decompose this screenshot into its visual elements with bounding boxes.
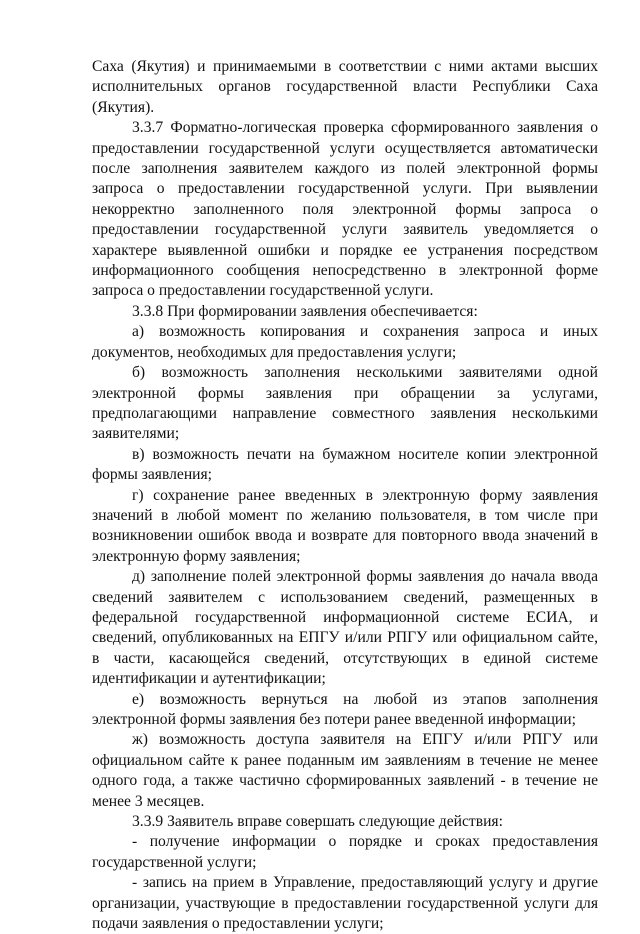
dash-item-appointment: - запись на прием в Управление, предоставляющий услугу и другие организации, участвующие в предоставлении государственной услуги для подачи заявления о предоставлении услуги;	[92, 874, 598, 933]
paragraph-3-3-9: 3.3.9 Заявитель вправе совершать следующие действия:	[132, 813, 503, 831]
paragraph-3-3-7: 3.3.7 Форматно-логическая проверка сформированного заявления о предоставлении государственной услуги осуществляется автоматически после заполнения заявителем каждого из полей электронной формы запроса о предоставлении государственной услуги. При выявлении некорректно заполненного поля электронной формы запроса о предоставлении государственной услуги заявитель уведомляется о характере выявленной ошибки и порядке ее устранения посредством информационного сообщения непосредственно в электронной форме запроса о предоставлении государственной услуги.	[92, 119, 598, 300]
list-item-d: д) заполнение полей электронной формы заявления до начала ввода сведений заявителем с использованием сведений, размещенных в федеральной государственной информационной системе ЕСИА, и сведений, опубликованных на ЕПГУ и/или РПГУ или официальном сайте, в части, касающейся сведений, отсутствующих в единой системе идентификации и аутентификации;	[92, 568, 598, 688]
list-item-a: а) возможность копирования и сохранения запроса и иных документов, необходимых для предоставления услуги;	[92, 323, 598, 361]
paragraph-3-3-8: 3.3.8 При формировании заявления обеспечивается:	[132, 302, 478, 320]
list-item-b: б) возможность заполнения несколькими заявителями одной электронной формы заявления при обращении за услугами, предполагающими направление совместного заявления несколькими заявителями;	[92, 364, 598, 443]
document-body	[92, 57, 598, 934]
list-item-g: г) сохранение ранее введенных в электронную форму заявления значений в любой момент по желанию пользователя, в том числе при возникновении ошибок ввода и возврате для повторного ввода значений в электронную форму заявления;	[92, 486, 598, 565]
list-item-zh: ж) возможность доступа заявителя на ЕПГУ и/или РПГУ или официальном сайте к ранее поданным им заявлениям в течение не менее одного года, а также частично сформированных заявлений - в течение не менее 3 месяцев.	[92, 731, 598, 810]
paragraph-continuation: Саха (Якутия) и принимаемыми в соответствии с ними актами высших исполнительных органов государственной власти Республики Саха (Якутия).	[92, 58, 598, 116]
list-item-e: е) возможность вернуться на любой из этапов заполнения электронной формы заявления без потери ранее введенной информации;	[92, 690, 598, 728]
list-item-v: в) возможность печати на бумажном носителе копии электронной формы заявления;	[92, 445, 598, 484]
dash-item-info: - получение информации о порядке и сроках предоставления государственной услуги;	[92, 833, 598, 871]
